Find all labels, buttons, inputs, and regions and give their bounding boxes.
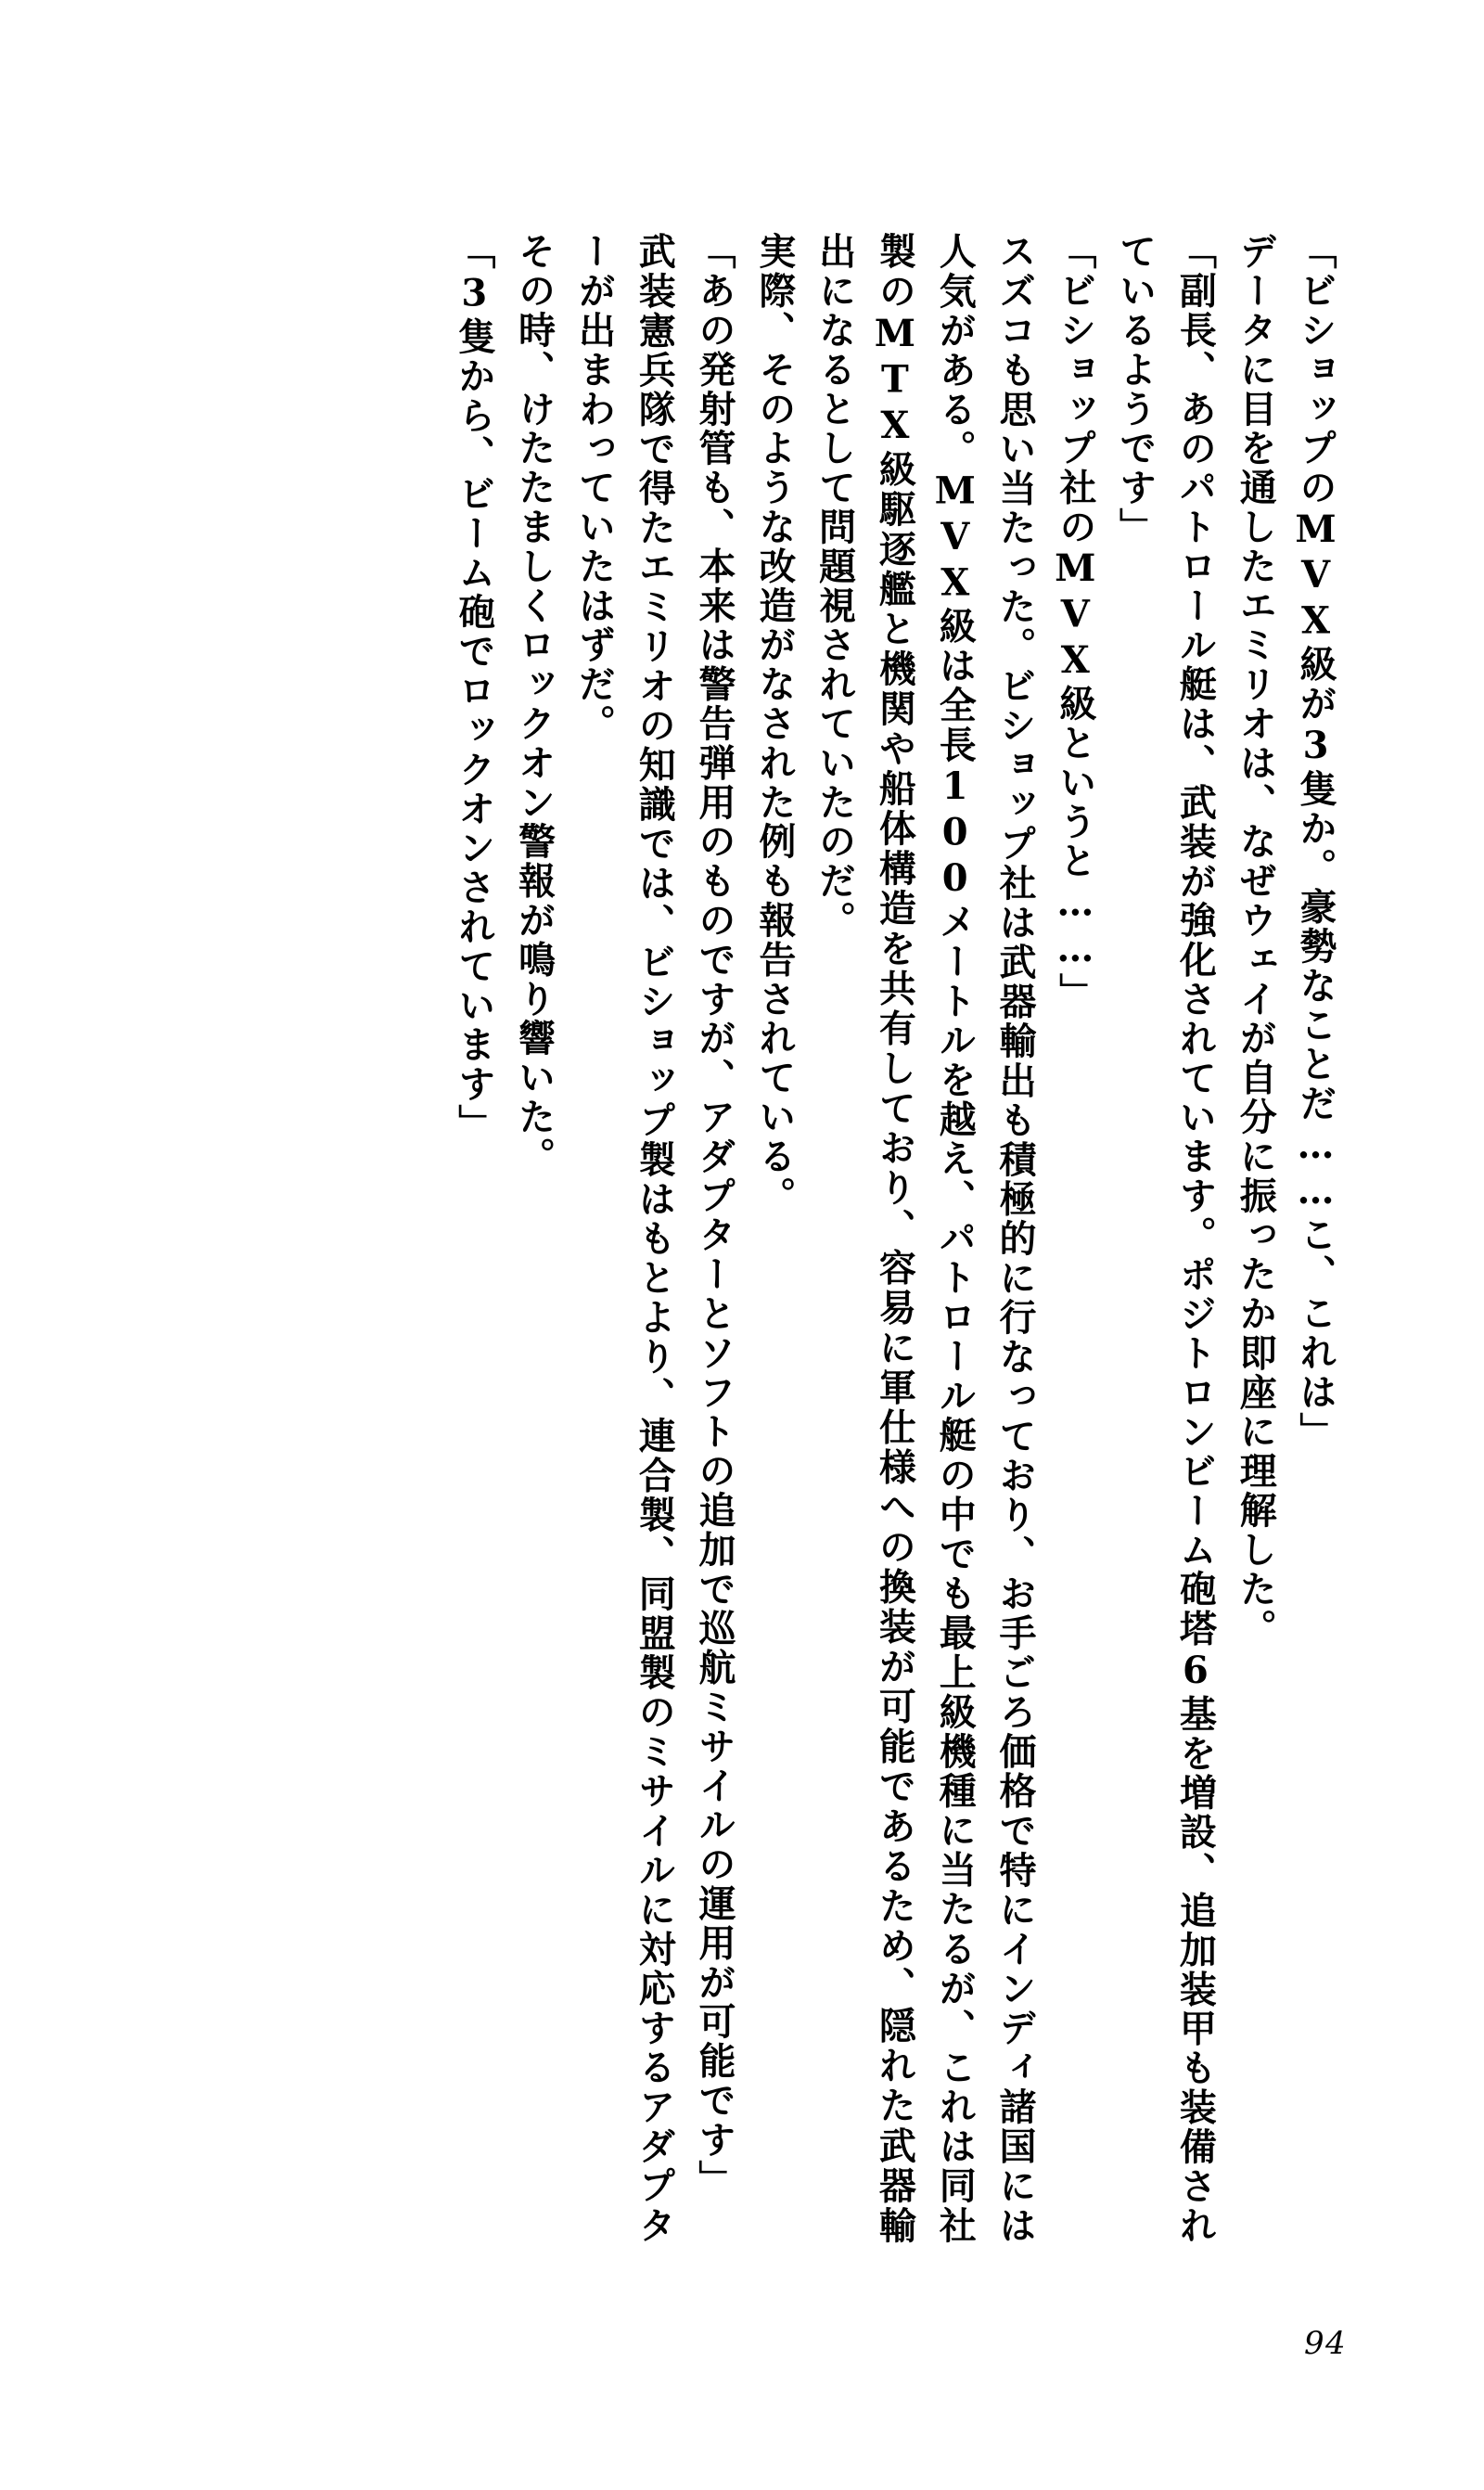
paragraph: 武装憲兵隊で得たエミリオの知識では、ビショップ製はもとより、連合製、同盟製のミサイルに対応するアダプターが出まわっていたはずだ。 xyxy=(572,232,677,2245)
vertical-text-body xyxy=(139,232,1345,2245)
paragraph: その時、けたたましくロックオン警報が鳴り響いた。 xyxy=(512,232,556,1176)
paragraph: データに目を通したエミリオは、なぜウェイが自分に振ったか即座に理解した。 xyxy=(1234,232,1278,1649)
paragraph: 実際、そのような改造がなされた例も報告されている。 xyxy=(752,232,797,1215)
page-number: 94 xyxy=(1304,2325,1347,2362)
paragraph: 「ビショップのMVX級が3隻か。豪勢なことだ……こ、これは」 xyxy=(1294,232,1337,1451)
paragraph: 「あの発射管も、本来は警告弾用のものですが、アダプターとソフトの追加で巡航ミサイルの運用が可能です」 xyxy=(693,232,737,2199)
paragraph: スズコも思い当たった。ビショップ社は武器輸出も積極的に行なっており、お手ごろ価格で特にインディ諸国には人気がある。MVX級は全長100メートルを越え、パトロール艇の中でも最上級機種に当たるが、これは同社製のMTX級駆逐艦と機関や船体構造を共有しており、容易に軍仕様への換装が可能であるため、隠れた武器輸出になるとして問題視されていたのだ。 xyxy=(812,232,1038,2245)
paragraph: 「副長、あのパトロール艇は、武装が強化されています。ポジトロンビーム砲塔6基を増設、追加装甲も装備されているようです」 xyxy=(1113,232,1218,2245)
paragraph: 「3隻から、ビーム砲でロックオンされています」 xyxy=(452,232,496,1144)
paragraph: 「ビショップ社のMVX級というと……」 xyxy=(1053,232,1097,1012)
